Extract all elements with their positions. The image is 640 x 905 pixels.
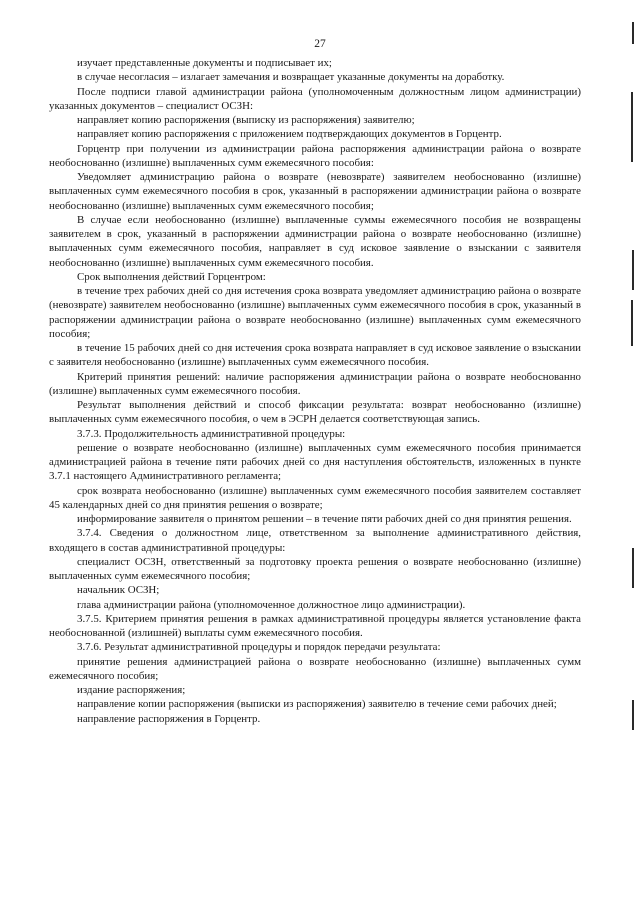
paragraph: В случае если необоснованно (излишне) выплаченные суммы ежемесячного пособия не возвращены заявителем в срок, указанный в распоряжении администрации района о возврате необоснованно (излишне) выплаченных сумм ежемесячного пособия, направляет в суд исковое заявление о взыскании с заявителя необоснованно (излишне) выплаченных сумм ежемесячного пособия.: [49, 213, 581, 269]
paragraph: 3.7.4. Сведения о должностном лице, ответственном за выполнение административного действия, входящего в состав административной процедуры:: [49, 527, 581, 554]
paragraph: направляет копию распоряжения (выписку из распоряжения) заявителю;: [77, 114, 415, 126]
paragraph: решение о возврате необоснованно (излишне) выплаченных сумм ежемесячного пособия принимается администрацией района в течение пяти рабочих дней со дня наступления обстоятельств, изложенных в пункте 3.7.1 настоящего Административного регламента;: [49, 441, 581, 483]
paragraph: изучает представленные документы и подписывает их;: [77, 57, 332, 69]
paragraph: Результат выполнения действий и способ фиксации результата: возврат необоснованно (излишне) выплаченных сумм ежемесячного пособия, о чем в ЭСРН делается соответствующая запись.: [49, 399, 581, 426]
paragraph: Срок выполнения действий Горцентром:: [77, 270, 266, 283]
paragraph: направление распоряжения в Горцентр.: [77, 712, 261, 725]
paragraph: Критерий принятия решений: наличие распоряжения администрации района о возврате необоснованно (излишне) выплаченных сумм ежемесячного пособия.: [49, 370, 581, 397]
scan-edge-mark: [632, 22, 634, 44]
paragraph: Уведомляет администрацию района о возврате (невозврате) заявителем необоснованно (излишне) выплаченных сумм ежемесячного пособия в срок, указанный в распоряжении администрации района о возврате необоснованно (излишне) выплаченных сумм ежемесячного пособия;: [49, 171, 581, 212]
paragraph: направление копии распоряжения (выписки из распоряжения) заявителю в течение семи рабочих дней;: [77, 698, 557, 711]
paragraph: срок возврата необоснованно (излишне) выплаченных сумм ежемесячного пособия заявителем составляет 45 календарных дней со дня принятия решения о возврате;: [49, 484, 581, 511]
scan-edge-mark: [632, 548, 634, 588]
scan-edge-mark: [631, 92, 633, 162]
scan-edge-mark: [631, 300, 633, 346]
paragraph: специалист ОСЗН, ответственный за подготовку проекта решения о возврате необоснованно (излишне) выплаченных сумм ежемесячного пособия;: [49, 555, 581, 582]
paragraph: информирование заявителя о принятом решении – в течение пяти рабочих дней со дня принятия решения.: [77, 513, 572, 525]
paragraph: в течение трех рабочих дней со дня истечения срока возврата уведомляет администрацию района о возврате (невозврате) заявителем необоснованно (излишне) выплаченных сумм ежемесячного пособия в срок, указанный в распоряжении администрации района о возврате необоснованно (излишне) выплаченных сумм ежемесячного пособия;: [49, 285, 581, 340]
scan-edge-mark: [632, 700, 634, 730]
paragraph: 3.7.6. Результат административной процедуры и порядок передачи результата:: [77, 641, 441, 654]
paragraph: начальник ОСЗН;: [77, 584, 160, 597]
paragraph: направляет копию распоряжения с приложением подтверждающих документов в Горцентр.: [77, 128, 502, 141]
paragraph: глава администрации района (уполномоченное должностное лицо администрации).: [77, 598, 466, 611]
paragraph: в течение 15 рабочих дней со дня истечения срока возврата направляет в суд исковое заявление о взыскании с заявителя необоснованно (излишне) выплаченных сумм ежемесячного пособия.: [49, 342, 581, 369]
paragraph: в случае несогласия – излагает замечания и возвращает указанные документы на доработку.: [77, 71, 505, 84]
document-body: [49, 56, 581, 726]
paragraph: 3.7.5. Критерием принятия решения в рамках административной процедуры является установление факта необоснованной (излишней) выплаты сумм ежемесячного пособия.: [49, 612, 581, 639]
paragraph: 3.7.3. Продолжительность административной процедуры:: [77, 427, 346, 440]
paragraph: Горцентр при получении из администрации района распоряжения администрации района о возврате необоснованно (излишне) выплаченных сумм ежемесячного пособия:: [49, 142, 581, 169]
paragraph: После подписи главой администрации района (уполномоченным должностным лицом администрации) указанных документов – специалист ОСЗН:: [49, 85, 581, 112]
scan-edge-mark: [632, 250, 634, 290]
page-number: 27: [314, 38, 326, 50]
paragraph: издание распоряжения;: [77, 684, 186, 696]
paragraph: принятие решения администрацией района о возврате необоснованно (излишне) выплаченных сумм ежемесячного пособия;: [49, 655, 581, 682]
